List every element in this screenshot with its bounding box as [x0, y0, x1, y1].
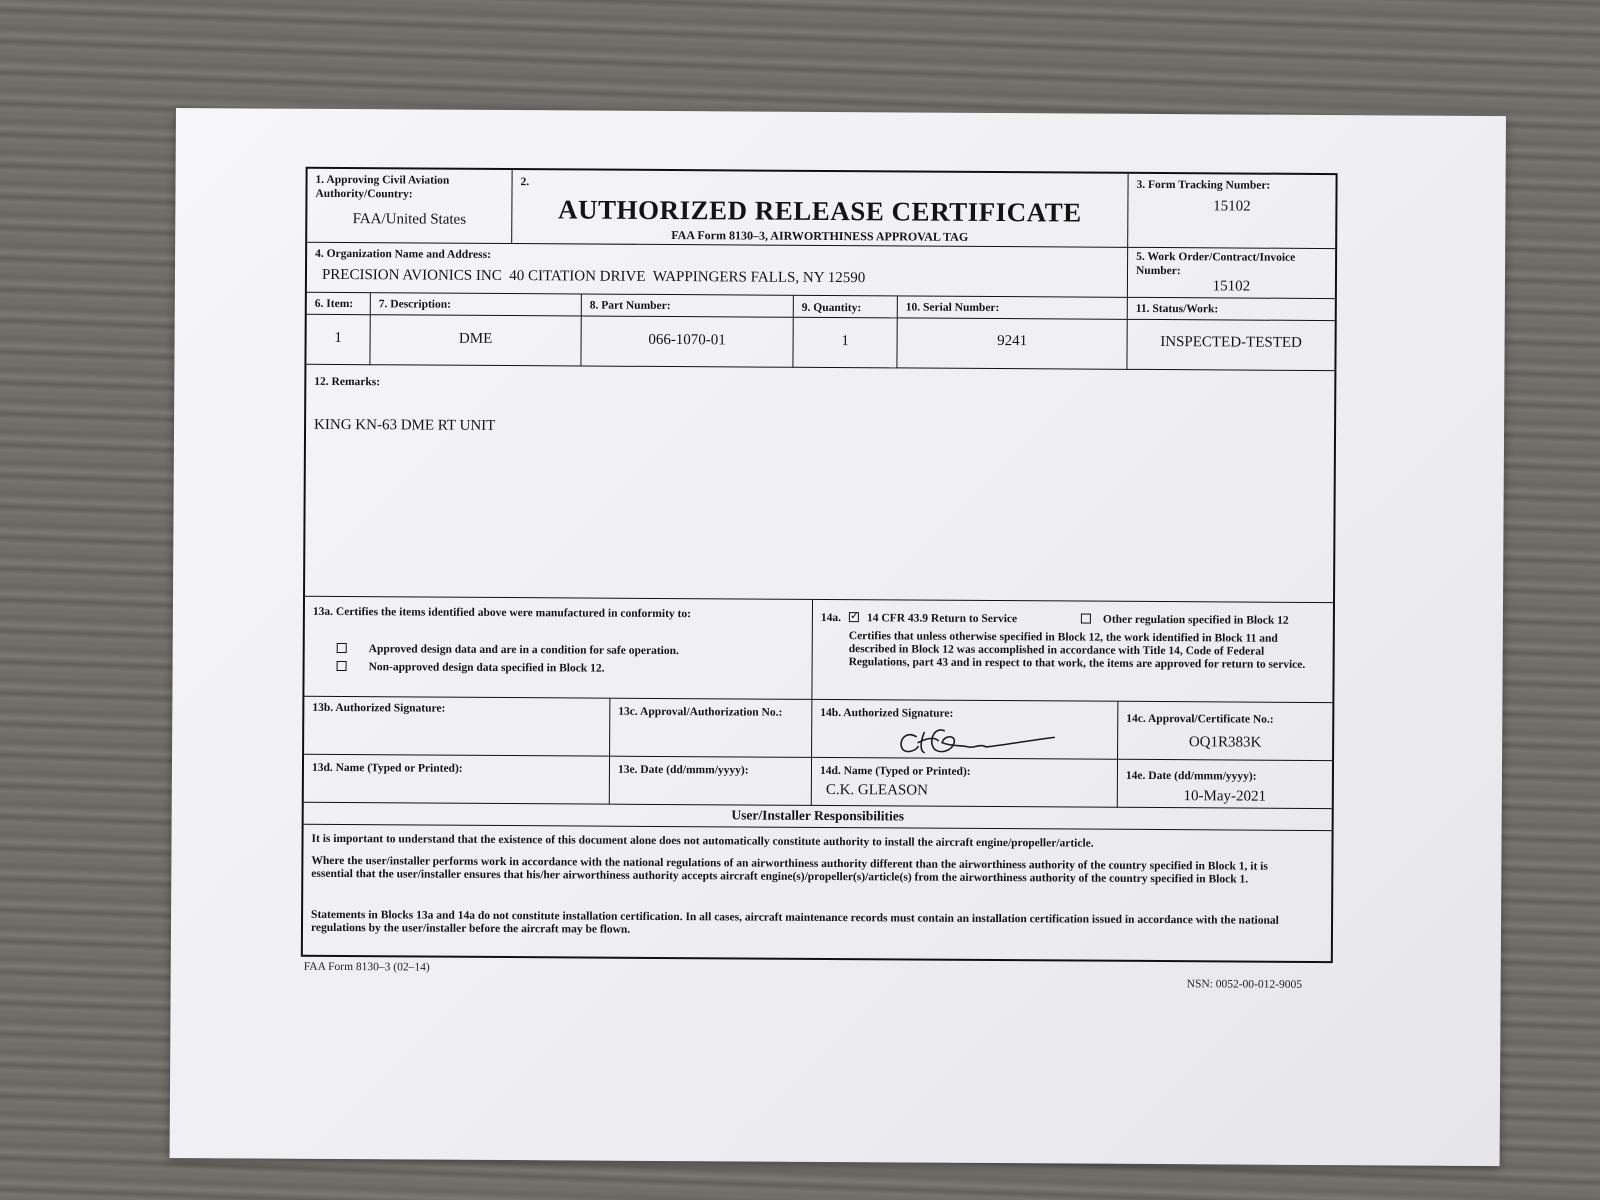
- value-serial-number: [897, 318, 1127, 369]
- authorized-release-certificate-form: [301, 167, 1338, 963]
- header-status-work: [1128, 298, 1335, 321]
- block-14a-option-2: [1081, 610, 1289, 629]
- form-title: AUTHORIZED RELEASE CERTIFICATE: [557, 194, 1082, 228]
- block-14c: [1118, 702, 1332, 761]
- footer-form-id: FAA Form 8130–3 (02–14): [303, 960, 430, 974]
- block-4-label: 4. Organization Name and Address:: [315, 247, 491, 261]
- block-5: [1128, 248, 1335, 299]
- block-14e: [1118, 760, 1332, 809]
- header-serial-number: [898, 296, 1128, 319]
- value-quantity: [793, 318, 897, 369]
- block-5-label: 5. Work Order/Contract/Invoice Number:: [1135, 250, 1296, 278]
- block-13b: [304, 697, 610, 757]
- block-4: [307, 243, 1128, 298]
- checkbox-approved-design[interactable]: [337, 643, 347, 653]
- footer-nsn: NSN: 0052-00-012-9005: [1186, 978, 1303, 991]
- block-13b-label: 13b. Authorized Signature:: [312, 701, 446, 715]
- header-item: [307, 293, 371, 315]
- block-12-label: 12. Remarks:: [314, 375, 381, 389]
- value-status-work-text: INSPECTED-TESTED: [1160, 334, 1302, 351]
- certificate-paper: [170, 108, 1506, 1166]
- block-12-remarks: [305, 365, 1334, 603]
- block-13e-label: 13e. Date (dd/mmm/yyyy):: [617, 763, 749, 777]
- block-13a-option-1: [337, 639, 679, 659]
- block-14a: [812, 600, 1333, 703]
- block-3: [1128, 174, 1335, 249]
- block-1-value: FAA/United States: [352, 211, 467, 228]
- block-3-label: 3. Form Tracking Number:: [1136, 178, 1271, 192]
- header-quantity-label: 9. Quantity:: [801, 301, 862, 315]
- block-13a-option-2: [337, 657, 605, 677]
- form-subtitle: FAA Form 8130–3, AIRWORTHINESS APPROVAL TAG: [671, 228, 969, 244]
- responsibilities-body: [303, 825, 1332, 961]
- value-status-work: [1127, 320, 1334, 371]
- block-14d: [812, 758, 1118, 808]
- block-13e: [610, 757, 812, 806]
- block-2-label: 2.: [520, 176, 530, 189]
- header-part-number-label: 8. Part Number:: [589, 299, 671, 313]
- block-14b-label: 14b. Authorized Signature:: [820, 706, 954, 720]
- block-14c-label: 14c. Approval/Certificate No.:: [1126, 712, 1274, 726]
- block-3-value: 15102: [1213, 198, 1251, 215]
- checkbox-other-regulation[interactable]: [1081, 614, 1091, 624]
- option-return-to-service-label: 14 CFR 43.9 Return to Service: [866, 612, 1018, 626]
- value-part-number-text: 066-1070-01: [648, 331, 726, 349]
- block-4-value: PRECISION AVIONICS INC 40 CITATION DRIVE WAPPINGERS FALLS, NY 12590: [321, 266, 866, 287]
- value-serial-number-text: 9241: [997, 333, 1028, 350]
- checkbox-non-approved-design[interactable]: [337, 661, 347, 671]
- value-quantity-text: 1: [841, 333, 849, 350]
- block-13a-label: 13a. Certifies the items identified above were manufactured in conformity to:: [312, 605, 692, 621]
- block-5-value: 15102: [1212, 278, 1251, 295]
- value-item: [306, 315, 370, 365]
- block-1: [307, 169, 512, 244]
- header-description: [371, 293, 582, 316]
- responsibilities-header-text: User/Installer Responsibilities: [731, 807, 905, 824]
- header-item-label: 6. Item:: [314, 297, 354, 311]
- handwritten-signature: [894, 720, 1064, 759]
- block-1-label: 1. Approving Civil Aviation Authority/Country:: [315, 173, 450, 201]
- option-non-approved-design-label: Non-approved design data specified in Block 12.: [368, 661, 605, 675]
- block-13a: [304, 597, 813, 700]
- option-approved-design-label: Approved design data and are in a condition for safe operation.: [368, 643, 679, 658]
- header-description-label: 7. Description:: [378, 298, 452, 311]
- block-14d-label: 14d. Name (Typed or Printed):: [819, 764, 971, 778]
- block-13c: [610, 699, 812, 758]
- header-part-number: [582, 294, 794, 317]
- block-14d-value: C.K. GLEASON: [825, 781, 928, 799]
- checkbox-return-to-service[interactable]: [849, 612, 859, 622]
- value-description: [370, 315, 581, 366]
- header-quantity: [794, 296, 898, 319]
- block-14a-option-1: [821, 608, 1017, 627]
- block-14e-label: 14e. Date (dd/mmm/yyyy):: [1125, 769, 1257, 783]
- value-part-number: [581, 316, 793, 367]
- block-14a-statement: Certifies that unless otherwise specified in Block 12, the work identified in Block 11 and described in Block 12 was accomplished in accordance with Title 14, Code of Federal Regulations, part 43 and in respect to that work, the items are approved for return to service.: [848, 630, 1306, 671]
- value-description-text: DME: [458, 330, 493, 347]
- responsibilities-paragraph-1: It is important to understand that the existence of this document alone does not automatically constitute authority to install the aircraft engine/propeller/article.: [311, 832, 1094, 850]
- block-13d: [304, 755, 610, 805]
- block-12-value: KING KN-63 DME RT UNIT: [314, 416, 496, 434]
- header-serial-number-label: 10. Serial Number:: [905, 301, 1000, 315]
- block-14b: [812, 700, 1118, 760]
- block-14c-value: OQ1R383K: [1188, 734, 1262, 751]
- option-other-regulation-label: Other regulation specified in Block 12: [1102, 613, 1289, 627]
- value-item-text: 1: [334, 329, 342, 347]
- responsibilities-paragraph-2: Where the user/installer performs work in accordance with the national regulations of an airworthiness authority different than the airworthiness authority of the country specified in Block 1, it is essential that the user/installer ensures that his/her airworthiness authority accepts aircraft engine(s)/propeller(s)/article(s) from the airworthiness authority of the country specified in Block 1.: [311, 854, 1268, 886]
- block-13c-label: 13c. Approval/Authorization No.:: [618, 705, 783, 719]
- block-2: [512, 170, 1128, 248]
- block-13d-label: 13d. Name (Typed or Printed):: [311, 761, 463, 775]
- header-status-work-label: 11. Status/Work:: [1135, 302, 1219, 316]
- block-14e-value: 10-May-2021: [1183, 788, 1267, 805]
- block-14a-label: 14a.: [820, 611, 842, 625]
- responsibilities-paragraph-3: Statements in Blocks 13a and 14a do not constitute installation certification. In all cases, aircraft maintenance records must contain an installation certification issued in accordance with the national regulations by the user/installer before the aircraft may be flown.: [310, 908, 1279, 936]
